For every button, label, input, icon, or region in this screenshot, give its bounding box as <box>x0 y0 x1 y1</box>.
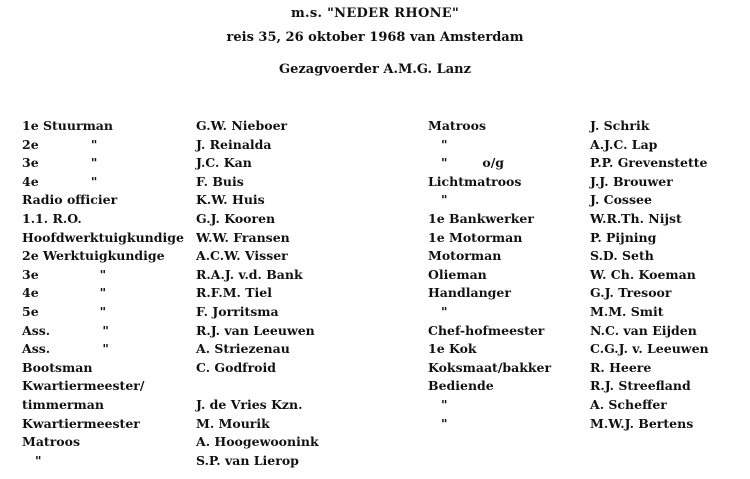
crew-name: R.A.J. v.d. Bank <box>196 266 303 282</box>
crew-name: J. Reinalda <box>196 136 272 152</box>
crew-name: J.C. Kan <box>196 155 252 171</box>
crew-name: J.J. Brouwer <box>590 173 673 189</box>
crew-rank: Motorman <box>428 248 502 264</box>
crew-name: C.G.J. v. Leeuwen <box>590 341 709 357</box>
crew-rank: " <box>428 136 448 152</box>
crew-rank: 4e " <box>22 285 107 301</box>
crew-rank: Lichtmatroos <box>428 173 522 189</box>
crew-name: J. de Vries Kzn. <box>196 396 303 412</box>
right-names-column <box>590 117 750 433</box>
crew-rank: 1.1. R.O. <box>22 210 82 226</box>
crew-name: G.J. Tresoor <box>590 285 672 301</box>
crew-name: N.C. van Eijden <box>590 322 697 338</box>
crew-rank: Matroos <box>428 118 487 133</box>
crew-rank: Bootsman <box>22 359 93 375</box>
crew-name: A. Striezenau <box>196 341 290 357</box>
crew-rank: Ass. " <box>22 322 109 338</box>
crew-name: A.C.W. Visser <box>196 248 288 264</box>
crew-name: G.J. Kooren <box>196 210 276 226</box>
crew-name: S.D. Seth <box>590 248 654 264</box>
crew-name: R.F.M. Tiel <box>196 285 273 301</box>
crew-rank: 1e Kok <box>428 341 477 357</box>
crew-rank: Kwartiermeester <box>22 415 140 431</box>
crew-name: W. Ch. Koeman <box>590 266 696 282</box>
crew-rank: timmerman <box>22 396 104 412</box>
crew-name: J. Schrik <box>590 118 650 133</box>
left-names-column <box>196 117 416 470</box>
crew-rank: " <box>22 452 42 468</box>
crew-name <box>196 377 416 396</box>
crew-rank: " <box>428 192 448 208</box>
crew-rank: 5e " <box>22 303 107 319</box>
crew-name: A.J.C. Lap <box>590 136 658 152</box>
crew-name: M.W.J. Bertens <box>590 415 694 431</box>
crew-rank: 2e Werktuigkundige <box>22 248 165 264</box>
crew-name: R.J. van Leeuwen <box>196 322 315 338</box>
crew-name: K.W. Huis <box>196 192 265 208</box>
right-ranks-column <box>428 117 588 433</box>
crew-rank: Olieman <box>428 266 487 282</box>
crew-name: C. Godfroid <box>196 359 276 375</box>
left-ranks-column <box>22 117 192 470</box>
crew-rank: Handlanger <box>428 285 511 301</box>
crew-rank: Koksmaat/bakker <box>428 359 552 375</box>
captain-line: Gezagvoerder A.M.G. Lanz <box>279 62 471 77</box>
crew-rank: " <box>428 415 448 431</box>
crew-rank: 3e " <box>22 266 107 282</box>
ship-name: m.s. "NEDER RHONE" <box>290 6 460 21</box>
crew-rank: Radio officier <box>22 192 118 208</box>
crew-rank: Ass. " <box>22 341 109 357</box>
crew-name: F. Jorritsma <box>196 303 279 319</box>
crew-rank: Hoofdwerktuigkundige <box>22 229 184 245</box>
crew-rank: Kwartiermeester/ <box>22 378 145 394</box>
crew-name: A. Hoogewoonink <box>196 434 319 450</box>
crew-rank: " o/g <box>428 155 505 171</box>
crew-rank: " <box>428 303 448 319</box>
crew-rank: 1e Stuurman <box>22 118 113 133</box>
crew-rank: Chef-hofmeester <box>428 322 545 338</box>
crew-name: J. Cossee <box>590 192 652 208</box>
crew-rank: 3e " <box>22 155 98 171</box>
crew-name: M.M. Smit <box>590 303 664 319</box>
crew-name: F. Buis <box>196 173 244 189</box>
voyage-line: reis 35, 26 oktober 1968 van Amsterdam <box>226 30 524 45</box>
crew-name: S.P. van Lierop <box>196 452 299 468</box>
crew-name: R.J. Streefland <box>590 378 691 394</box>
crew-name: A. Scheffer <box>590 396 667 412</box>
crew-rank: Matroos <box>22 434 81 450</box>
crew-rank: 2e " <box>22 136 98 152</box>
crew-rank: Bediende <box>428 378 494 394</box>
crew-name: W.R.Th. Nijst <box>590 210 682 226</box>
crew-name: P.P. Grevenstette <box>590 155 708 171</box>
crew-rank: 4e " <box>22 173 98 189</box>
crew-rank: 1e Bankwerker <box>428 210 534 226</box>
crew-name: P. Pijning <box>590 229 657 245</box>
crew-rank: 1e Motorman <box>428 229 523 245</box>
crew-name: R. Heere <box>590 359 652 375</box>
crew-name: M. Mourik <box>196 415 270 431</box>
crew-name: G.W. Nieboer <box>196 118 288 133</box>
crew-rank: " <box>428 396 448 412</box>
crew-name: W.W. Fransen <box>196 229 290 245</box>
